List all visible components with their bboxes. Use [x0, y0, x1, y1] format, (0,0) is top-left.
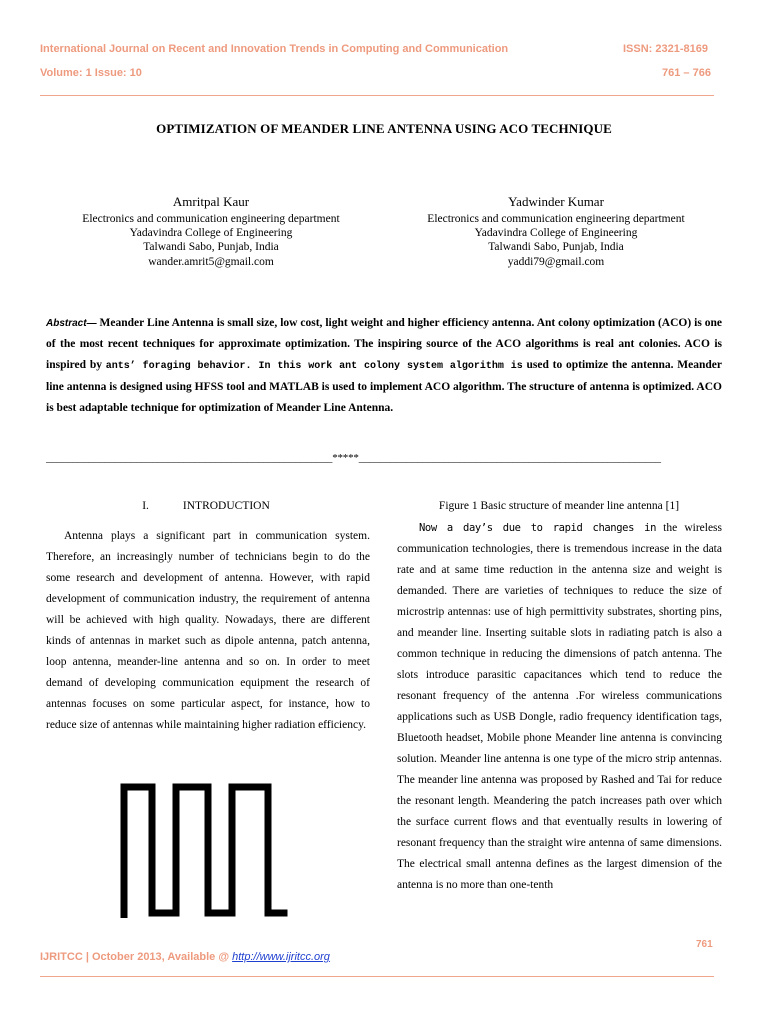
footer-text: IJRITCC | October 2013, Available @ — [40, 951, 233, 963]
paragraph-lead: Now a day’s due to rapid changes in — [419, 522, 657, 534]
page-range: 761 – 766 — [662, 67, 711, 79]
author-college: Yadavindra College of Engineering — [474, 227, 638, 240]
abstract-lead: Abstract— — [46, 318, 97, 329]
figure-caption: Figure 1 Basic structure of meander line antenna [1] — [438, 500, 680, 512]
right-column-text — [397, 518, 722, 896]
section-title: INTRODUCTION — [182, 500, 270, 512]
author-college: Yadavindra College of Engineering — [129, 227, 293, 240]
issn: ISSN: 2321-8169 — [623, 43, 708, 55]
author-block-2 — [386, 194, 726, 269]
paper-title: OPTIMIZATION OF MEANDER LINE ANTENNA USING ACO TECHNIQUE — [156, 121, 612, 136]
meander-antenna-figure — [120, 782, 292, 918]
author-name: Amritpal Kaur — [172, 194, 250, 209]
author-location: Talwandi Sabo, Punjab, India — [143, 241, 279, 254]
journal-name: International Journal on Recent and Innovation Trends in Computing and Communication — [40, 43, 509, 55]
author-department: Electronics and communication engineering department — [427, 213, 685, 225]
section-separator: ______________________________________________________*****_________________________________________________________ — [46, 452, 661, 464]
section-heading — [46, 500, 366, 512]
volume-issue: Volume: 1 Issue: 10 — [40, 67, 142, 79]
author-department: Electronics and communication engineering department — [82, 213, 340, 225]
author-email: yaddi79@gmail.com — [507, 255, 605, 268]
abstract-text-mono: ants’ foraging behavior. In this work ant colony system algorithm is — [105, 361, 523, 372]
author-location: Talwandi Sabo, Punjab, India — [488, 241, 624, 254]
abstract-text: used to optimize the antenna. Meander line antenna is designed using HFSS tool and MATLAB is used to implement ACO algorithm. The structure of antenna is optimized. ACO is best adaptable technique for optimization of Meander Line Antenna. — [46, 359, 722, 414]
meander-line-path — [124, 787, 284, 918]
footer — [40, 951, 330, 963]
abstract-text: Meander Line Antenna is small size, low cost, light weight and higher efficiency antenna. Ant colony optimization (ACO) is one of the most recent techniques for approximate optimization. The inspiring source of the ACO algorithms is real ant colonies. ACO is inspired by — [46, 317, 722, 371]
paragraph-body: the wireless communication technologies, there is tremendous increase in the data rate and at same time reduction in the antenna size and weight is demanded. There are varieties of techniques to reduce the size of microstrip antennas: use of high permittivity substrates, shorting pins, and meander line. Inserting suitable slots in radiating patch is also a common technique in reducing the dimensions of patch antenna. The slots introduce parasitic capacitances which tend to reduce the resonant frequency of the antenna .For wireless communications applications such as USB Dongle, radio frequency identification tags, Bluetooth headset, Mobile phone Meander line antenna is convincing solution. Meander line antenna is one type of the micro strip antennas. The meander line antenna was proposed by Rashed and Tai for reduce the resonant length. Meandering the patch increases path over which the surface current flows and that eventually results in lowering of resonant frequency than the straight wire antenna of same dimensions. The electrical small antenna defines as the largest dimension of the antenna is no more than one-tenth — [397, 522, 722, 891]
footer-rule — [40, 976, 714, 977]
header-rule — [40, 95, 714, 96]
intro-paragraph: Antenna plays a significant part in communication system. Therefore, an increasingly number of technicians begin to do the some research and development of antenna. However, with rapid development of communication industry, the requirement of antenna will be achieved with high quality. Nowadays, there are different kinds of antennas in market such as dipole antenna, patch antenna, loop antenna, meander-line antenna and so on. In order to meet demand of developing communication equipment the research of antennas focuses on some particular aspect, for instance, how to reduce size of antennas while maintaining higher radiation efficiency. — [46, 530, 370, 731]
author-name: Yadwinder Kumar — [508, 194, 604, 209]
author-block-1 — [41, 194, 381, 269]
author-email: wander.amrit5@gmail.com — [148, 255, 274, 268]
journal-link[interactable]: http://www.ijritcc.org — [232, 951, 330, 963]
abstract — [46, 313, 722, 419]
section-number: I. — [142, 500, 149, 512]
page-number: 761 — [696, 939, 713, 950]
